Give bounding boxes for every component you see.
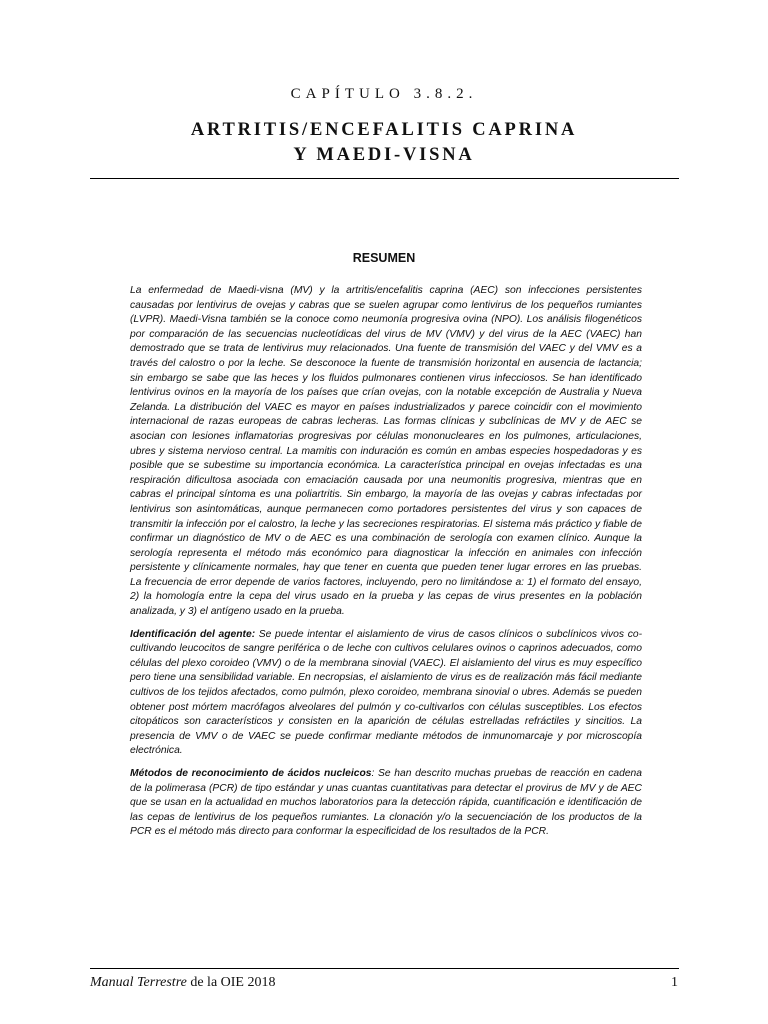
page-number: 1 [671, 975, 678, 990]
agent-identification-text: Se puede intentar el aislamiento de virus de casos clínicos o subclínicos vivos co-cultivando leucocitos de sangre periférica o de leche con cultivos celulares ovinos o caprinos adecuados, como células del plexo coroideo (VMV) o de la membrana sinovial (VAEC). El aislamiento del virus es muy específico pero tiene una sensibilidad variable. En necropsias, el aislamiento de virus es de realización más fácil mediante cultivos de los tejidos afectados, como pulmón, plexo coroideo, membrana sinovial o ubres. Además se pueden obtener post mórtem macrófagos alveolares del pulmón y co-cultivarlos con células susceptibles. Los efectos citopáticos son característicos y consisten en la aparición de células estrelladas refráctiles y sincitios. La presencia de VMV o de VAEC se puede confirmar mediante métodos de inmunomarcaje y por microscopía electrónica. [130, 628, 642, 757]
chapter-label: CAPÍTULO 3.8.2. [290, 86, 478, 102]
footer-manual-name: Manual Terrestre [90, 975, 187, 990]
summary-paragraph-1: La enfermedad de Maedi-visna (MV) y la artritis/encefalitis caprina (AEC) son infecciones persistentes causadas por lentivirus de ovejas y cabras que se suelen agrupar como lentivirus de los pequeños rumiantes (LVPR). Maedi-Visna también se la conoce como neumonía progresiva ovina (NPO). Los análisis filogenéticos por comparación de las secuencias nucleotídicas del virus de MV (VMV) y del virus de la AEC (VAEC) han demostrado que se trata de lentivirus muy relacionados. Una fuente de transmisión del VAEC y del VMV es a través del calostro o por la leche. Se desconoce la fuente de transmisión horizontal en ausencia de lactancia; sin embargo se sabe que las heces y los fluidos pulmonares contienen virus infecciosos. Se han identificado lentivirus ovinos en la mayoría de los países que crían ovejas, con la notable excepción de Australia y Nueva Zelanda. La distribución del VAEC es mayor en países industrializados y parece coincidir con el movimiento internacional de razas europeas de cabras lecheras. Las formas clínicas y subclínicas de MV y de AEC se asocian con lesiones inflamatorias progresivas por células mononucleares en los pulmones, articulaciones, ubres y sistema nervioso central. La mamitis con induración es común en ambas especies hospedadoras y es posible que se subestime su importancia económica. La característica principal en ovejas infectadas es una respiración dificultosa asociada con emaciación causada por una neumonitis progresiva, mientras que en cabras el principal síntoma es una poliartritis. Sin embargo, la mayoría de las ovejas y cabras infectadas por lentivirus son asintomáticas, aunque permanecen como portadores persistentes del virus y son capaces de transmitir la infección por el calostro, la leche y las secreciones respiratorias. El sistema más práctico y fiable de confirmar un diagnóstico de MV o de AEC es una combinación de serología con examen clínico. Aunque la serología representa el método más económico para diagnosticar la infección en animales con infección persistente y clínicamente normales, hay que tener en cuenta que pueden tener lugar errores en las pruebas. La frecuencia de error depende de varios factores, incluyendo, pero no limitándose a: 1) el formato del ensayo, 2) la homología entre la cepa del virus usado en la prueba y las cepas de virus presentes en la población analizada, y 3) el antígeno usado en la prueba. [130, 285, 642, 618]
summary-heading: RESUMEN [352, 251, 416, 265]
chapter-title [0, 118, 768, 168]
agent-identification-label: Identificación del agente: [130, 628, 256, 640]
title-divider [90, 178, 679, 179]
footer-manual-suffix: de la OIE 2018 [186, 975, 276, 990]
summary-body [130, 284, 642, 848]
summary-paragraph-2 [130, 628, 642, 759]
nucleic-acid-methods-text: : Se han descrito muchas pruebas de reacción en cadena de la polimerasa (PCR) de tipo estándar y unas cuantas cuantitativas para detectar el provirus de MV y de AEC que se usan en la actualidad en muchos laboratorios para la detección rápida, cuantificación e identificación de las cepas de lentivirus de los pequeños rumiantes. La clonación y/o la secuenciación de los productos de la PCR es el método más directo para conformar la especificidad de los resultados de la PCR. [130, 768, 643, 838]
summary-paragraph-3 [130, 767, 642, 840]
title-line-1: ARTRITIS/ENCEFALITIS CAPRINA [190, 120, 578, 140]
title-line-2: Y MAEDI-VISNA [293, 145, 475, 165]
footer-manual-title [90, 975, 276, 991]
nucleic-acid-methods-label: Métodos de reconocimiento de ácidos nucleicos [130, 768, 372, 779]
footer-divider [90, 968, 679, 969]
